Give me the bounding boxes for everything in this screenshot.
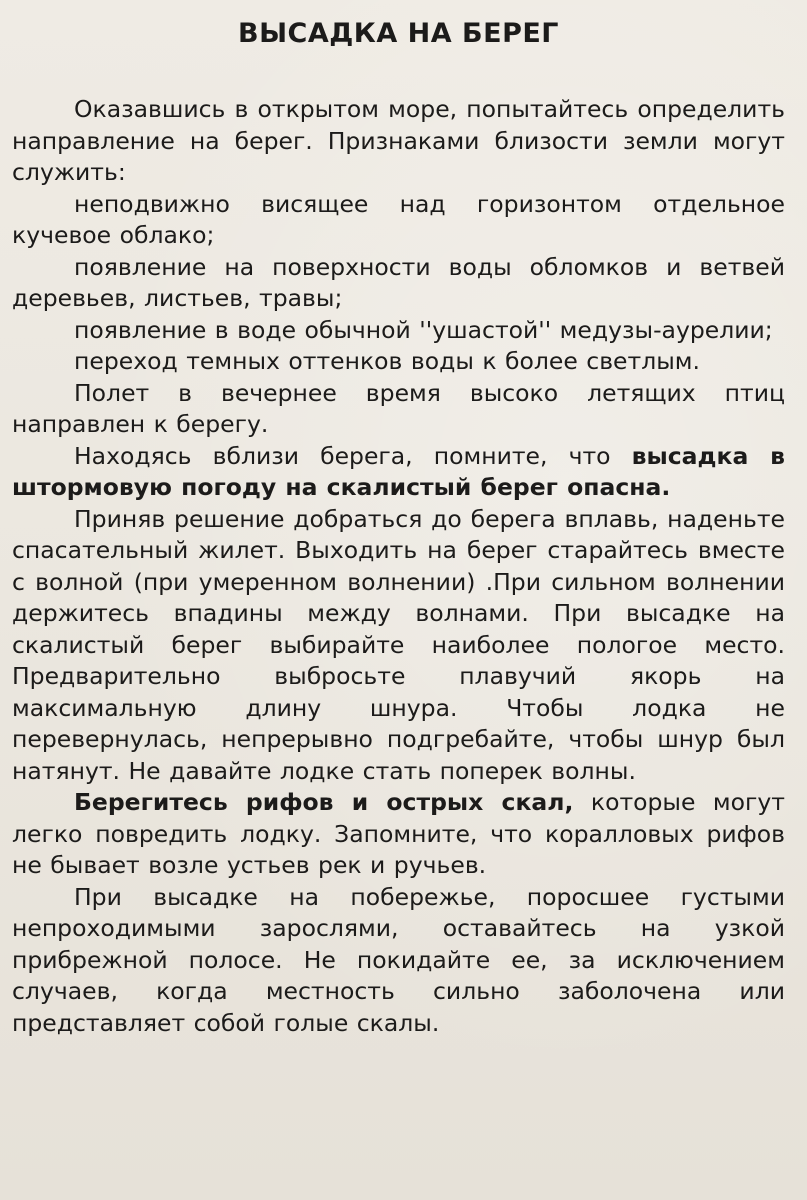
paragraph-intro: Оказавшись в открытом море, попытайтесь определить направление на берег. Признаками близости земли могут служить: xyxy=(12,95,785,186)
paragraph-sign-cloud: неподвижно висящее над горизонтом отдельное кучевое облако; xyxy=(12,189,785,249)
document-title: ВЫСАДКА НА БЕРЕГ xyxy=(237,18,560,49)
paragraph-birds: Полет в вечернее время высоко летящих птиц направлен к берегу. xyxy=(12,378,785,438)
paragraph-swimming: Приняв решение добраться до берега вплавь, наденьте спасательный жилет. Выходить на берег старайтесь вместе с волной (при умеренном волнении) .При сильном волнении держитесь впадины между волнами. При высадке на скалистый берег выбирайте наиболее пологое место. Предварительно выбросьте плавучий якорь на максимальную длину шнура. Чтобы лодка не перевернулась, непрерывно подгребайте, чтобы шнур был натянут. Не давайте лодке стать поперек волны. xyxy=(12,504,785,785)
paragraph-sign-debris: появление на поверхности воды обломков и ветвей деревьев, листьев, травы; xyxy=(12,252,785,312)
reefs-warning-bold: Берегитесь рифов и острых скал, xyxy=(74,788,574,816)
storm-warning-text: Находясь вблизи берега, помните, что xyxy=(74,441,632,470)
paragraph-coast-thickets: При высадке на побережье, поросшее густыми непроходимыми зарослями, оставайтесь на узкой прибрежной полосе. Не покидайте ее, за исключением случаев, когда местность сильно заболочена или представляет собой голые скалы. xyxy=(12,882,785,1037)
storm-warning-bold: высадка в штормовую погоду на скалистый берег опасна. xyxy=(12,441,786,501)
reefs-warning-text: которые могут легко повредить лодку. Запомните, что коралловых рифов не бывает возле устьев рек и ручьев. xyxy=(12,788,785,879)
paragraph-storm-warning xyxy=(12,441,785,504)
paragraph-sign-jellyfish: появление в воде обычной ''ушастой'' медузы-аурелии; xyxy=(74,315,773,344)
paragraph-reefs xyxy=(12,787,785,882)
paragraph-sign-water-color: переход темных оттенков воды к более светлым. xyxy=(74,347,700,375)
